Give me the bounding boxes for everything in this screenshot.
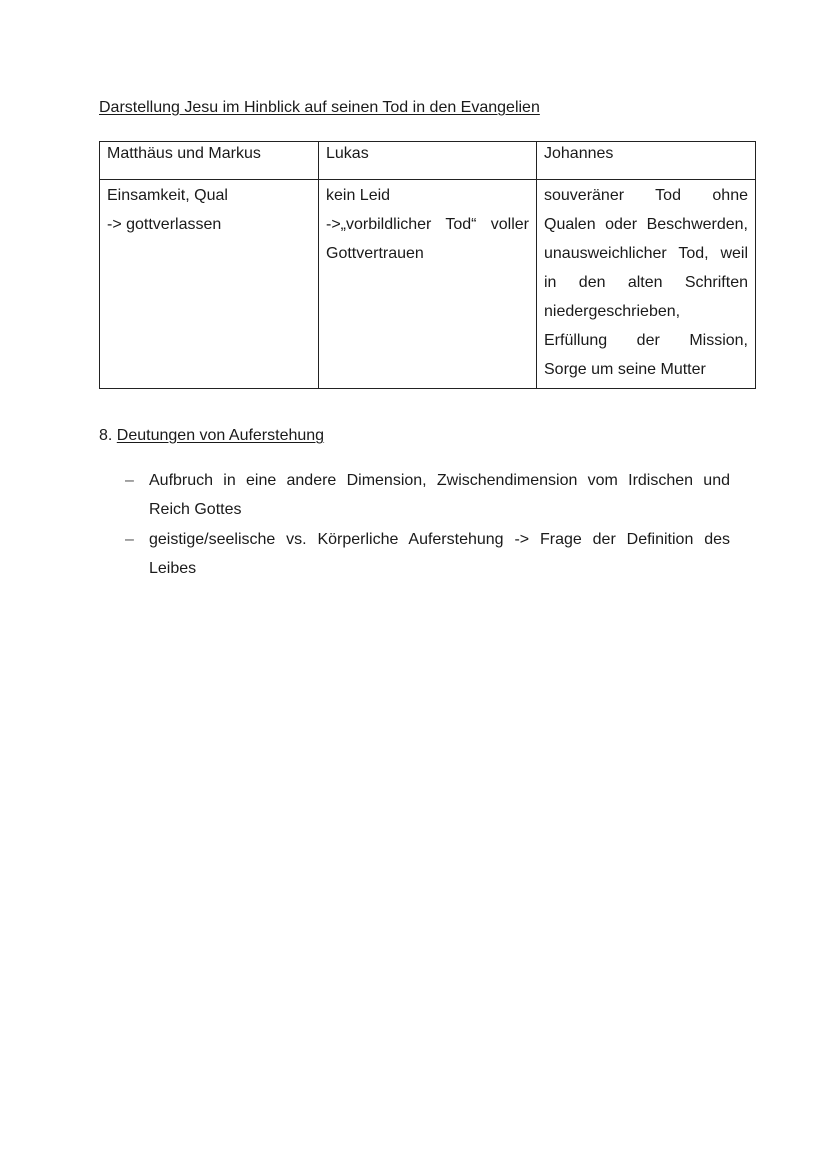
gospel-comparison-table: [99, 141, 756, 389]
cell-line: Erfüllung der Mission,: [544, 332, 748, 349]
header-lukas: Lukas: [319, 142, 537, 180]
cell-line: -> gottverlassen: [107, 216, 222, 233]
cell-line: niedergeschrieben,: [544, 303, 681, 320]
dash-bullet-icon: –: [125, 531, 134, 548]
section-title: Deutungen von Auferstehung: [116, 427, 325, 444]
page-title: Darstellung Jesu im Hinblick auf seinen Tod in den Evangelien: [99, 99, 540, 116]
cell-line: Einsamkeit, Qual: [107, 187, 228, 204]
section-heading: [99, 427, 324, 445]
table-row: [100, 180, 756, 389]
bullet-line: Leibes: [149, 560, 197, 577]
bullet-line: Reich Gottes: [149, 501, 242, 518]
cell-line: souveräner Tod ohne: [544, 187, 748, 204]
bullet-line: Aufbruch in eine andere Dimension, Zwischendimension vom Irdischen und: [149, 472, 730, 489]
cell-line: in den alten Schriften: [544, 274, 748, 291]
table-header-row: [100, 142, 756, 180]
cell-line: Gottvertrauen: [326, 245, 424, 262]
cell-line: kein Leid: [326, 187, 391, 204]
cell-matthaeus-markus: [100, 180, 319, 389]
section-number: 8.: [99, 427, 113, 444]
list-item: [125, 466, 730, 524]
cell-line: Qualen oder Beschwerden,: [544, 216, 748, 233]
dash-bullet-icon: –: [125, 472, 134, 489]
cell-line: ->„vorbildlicher Tod“ voller: [326, 216, 529, 233]
bullet-line: geistige/seelische vs. Körperliche Auferstehung -> Frage der Definition des: [149, 531, 730, 548]
list-item: [125, 525, 730, 583]
cell-line: Sorge um seine Mutter: [544, 361, 706, 378]
bullet-list: [125, 466, 730, 584]
cell-lukas: [319, 180, 537, 389]
header-johannes: Johannes: [537, 142, 756, 180]
header-matthaeus-markus: Matthäus und Markus: [100, 142, 319, 180]
cell-johannes: [537, 180, 756, 389]
cell-line: unausweichlicher Tod, weil: [544, 245, 748, 262]
